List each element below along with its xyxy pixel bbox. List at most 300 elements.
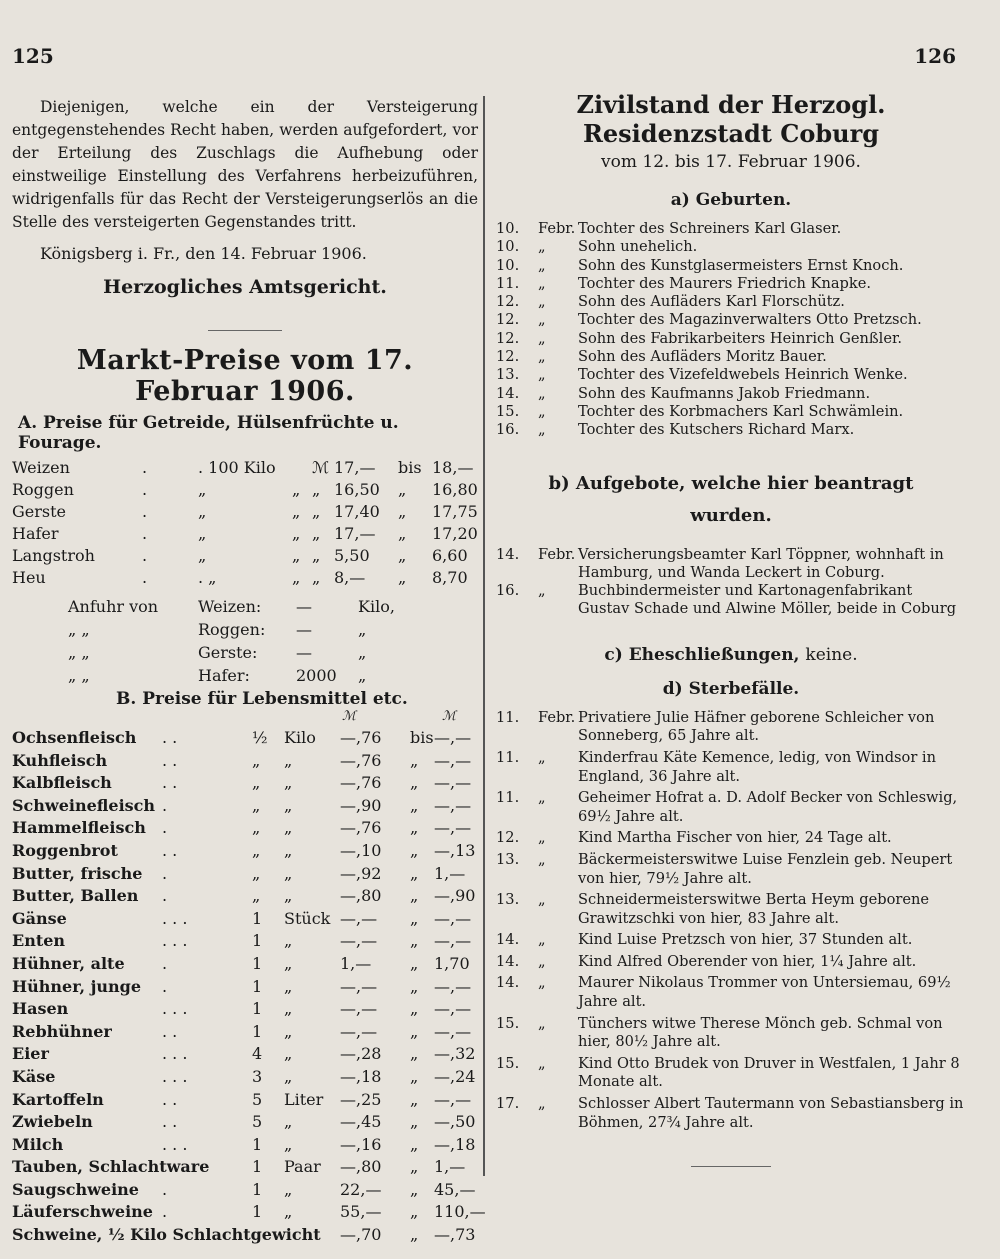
list-item [496,974,966,1011]
list-item [496,829,966,848]
grain-ditto1: „ [292,502,301,521]
food-sep: „ [410,1179,419,1199]
entry-day: 12. [496,829,520,847]
food-dots: . . . [162,931,188,951]
food-high: 1,70 [434,953,470,973]
food-low: —,— [340,931,378,951]
food-high: —,— [434,976,472,996]
banns-heading-line1: b) Aufgebote, welche hier beantragt [548,472,914,494]
entry-text: Sohn unehelich. [578,238,698,256]
currency-header [12,709,478,727]
table-row [12,545,478,567]
grain-qty: „ [198,546,207,565]
supply-table [12,595,478,687]
entry-text: Kind Otto Brudek von Druver in Westfalen, 1 Jahr 8 Monate alt. [578,1054,960,1091]
list-item [496,275,966,293]
grain-cur: ℳ [312,458,330,477]
entry-month: „ [538,384,546,402]
table-row [12,1224,478,1247]
food-sep: „ [410,931,419,951]
food-name: Hühner, alte [12,953,125,973]
food-high: —,— [434,1089,472,1109]
entry-text: Sohn des Aufläders Karl Florschütz. [578,293,845,311]
entry-day: 14. [496,952,520,970]
food-qty: 4 [252,1044,263,1064]
table-row [12,908,478,931]
food-dots: . [162,976,168,996]
food-sep: „ [410,976,419,996]
entry-day: 14. [496,974,520,992]
food-high: —,— [434,750,472,770]
table-row [12,795,478,818]
food-low: 22,— [340,1179,382,1199]
food-name: Läuferschweine [12,1202,153,1222]
food-low: —,45 [340,1112,382,1132]
entry-day: 12. [496,293,520,311]
notice-signature: Herzogliches Amtsgericht. [103,276,387,298]
grain-sep: „ [398,524,407,543]
grain-sep: „ [398,568,407,587]
entry-day: 11. [496,748,520,766]
entry-month: „ [538,789,546,807]
food-sep: „ [410,953,419,973]
entry-text: Sohn des Kaufmanns Jakob Friedmann. [578,384,871,402]
table-row [12,953,478,976]
food-sep: bis [410,728,434,747]
grain-high: 16,80 [432,480,478,499]
food-qty: „ [252,795,261,815]
food-name: Hammelfleisch [12,818,146,838]
grain-sep: „ [398,546,407,565]
food-name: Kartoffeln [12,1089,104,1109]
entry-month: „ [538,891,546,909]
food-qty: 1 [252,1134,263,1154]
grain-dots: . [142,502,148,521]
food-high: 45,— [434,1179,476,1199]
list-item [496,311,966,329]
births-heading: a) Geburten. [670,190,792,210]
food-low: 55,— [340,1202,382,1222]
entry-text: Tochter des Kutschers Richard Marx. [578,421,855,439]
list-item [496,403,966,421]
table-row [12,976,478,999]
food-unit: Stück [284,908,331,928]
food-low: —,— [340,908,378,928]
entry-day: 10. [496,238,520,256]
entry-month: „ [538,366,546,384]
food-unit: „ [284,1179,293,1199]
grain-dots: . [142,458,148,477]
food-sep: „ [410,1066,419,1086]
grain-ditto1: „ [292,480,301,499]
food-name: Saugschweine [12,1179,139,1199]
left-column [12,96,486,1247]
supply-grain: Weizen: [198,597,262,616]
food-sep: „ [410,773,419,793]
food-high: 110,— [434,1202,486,1222]
food-low: —,76 [340,728,382,747]
table-row [12,1021,478,1044]
food-name: Kuhfleisch [12,750,108,770]
food-sep: „ [410,1134,419,1154]
list-item [496,238,966,256]
food-qty: 1 [252,1179,263,1199]
entry-month: „ [538,238,546,256]
grain-sep: „ [398,480,407,499]
grain-cur: „ [312,480,321,499]
end-rule [691,1166,771,1167]
food-high: —,13 [434,840,476,860]
grain-high: 18,— [432,458,474,477]
grain-name: Weizen [12,458,70,477]
entry-text: Schneidermeisterswitwe Berta Heym geborene Grawitzschki von hier, 83 Jahre alt. [578,891,929,927]
entry-text: Tochter des Schreiners Karl Glaser. [578,220,842,237]
grain-low: 16,50 [334,480,380,499]
food-dots: . [162,795,168,815]
grain-low: 17,— [334,458,376,477]
food-dots: . . [162,773,178,793]
list-item [496,366,966,384]
entry-day: 16. [496,421,520,439]
civil-register-title: Zivilstand der Herzogl. Residenzstadt Coburg [576,90,886,148]
food-high: —,24 [434,1066,476,1086]
food-dots: . . . [162,1066,188,1086]
food-high: 1,— [434,1157,466,1177]
grain-name: Langstroh [12,546,95,565]
grain-price-table [12,457,478,589]
entry-text: Kind Alfred Oberender von hier, 1¼ Jahre alt. [578,952,917,970]
list-item [496,421,966,439]
entry-month: „ [538,1014,546,1032]
food-sep: „ [410,818,419,838]
food-low: —,90 [340,795,382,815]
grain-low: 8,— [334,568,366,587]
food-high: 1,— [434,863,466,883]
grain-sep: „ [398,502,407,521]
food-sep: „ [410,1202,419,1222]
grain-sep: bis [398,458,422,477]
entry-text: Schlosser Albert Tautermann von Sebastiansberg in Böhmen, 27¾ Jahre alt. [578,1095,964,1131]
births-list [496,220,966,440]
food-high: —,— [434,1021,472,1041]
table-row [12,1134,478,1157]
entry-month: „ [538,829,546,847]
grain-high: 8,70 [432,568,468,587]
entry-day: 11. [496,708,520,726]
list-item [496,1015,966,1052]
entry-day: 15. [496,1014,520,1032]
food-name: Rebhühner [12,1021,112,1041]
food-dots: . . [162,728,178,747]
supply-label: „ „ [68,620,90,639]
entry-day: 15. [496,402,520,420]
grain-ditto1: „ [292,546,301,565]
food-dots: . [162,886,168,906]
supply-row [12,595,478,618]
food-low: —,76 [340,773,382,793]
currency-mark-low: ℳ [342,709,356,724]
right-column [496,90,966,1167]
table-row [12,998,478,1021]
banns-heading [496,468,966,532]
grain-low: 17,— [334,524,376,543]
entry-month: „ [538,256,546,274]
column-divider [483,96,485,1176]
food-qty: „ [252,818,261,838]
food-sep: „ [410,999,419,1019]
food-high: —,— [434,908,472,928]
food-sep: „ [410,863,419,883]
entry-day: 17. [496,1095,520,1113]
food-unit: „ [284,773,293,793]
food-high: —,— [434,999,472,1019]
grain-qty: . 100 Kilo [198,458,276,477]
entry-month: „ [538,952,546,970]
table-row [12,1043,478,1066]
food-dots: . [162,953,168,973]
entry-day: 12. [496,311,520,329]
food-name: Hasen [12,999,69,1019]
entry-day: 15. [496,1054,520,1072]
grain-dots: . [142,524,148,543]
entry-month: „ [538,582,546,600]
food-low: —,80 [340,886,382,906]
grain-name: Heu [12,568,46,587]
table-row [12,750,478,773]
auction-notice: Diejenigen, welche ein der Versteigerung entgegenstehendes Recht haben, werden aufgefordert, vor der Erteilung des Zuschlags die Aufhebung oder einstweilige Einstellung des Verfahrens herbeizuführen, widrigenfalls für das Recht der Versteigerungserlös an die Stelle des versteigerten Gegenstandes tritt. [12,98,478,231]
list-item [496,385,966,403]
entry-month: „ [538,274,546,292]
entry-day: 11. [496,274,520,292]
food-dots: . [162,863,168,883]
list-item [496,891,966,928]
price-separator: „ [410,1225,419,1245]
entry-text: Tochter des Vizefeldwebels Heinrich Wenke. [578,366,908,384]
entry-text: Privatiere Julie Häfner geborene Schleicher von Sonneberg, 65 Jahre alt. [578,708,935,745]
food-low: —,— [340,999,378,1019]
entry-month: „ [538,748,546,766]
entry-month: „ [538,1054,546,1072]
entry-day: 12. [496,348,520,366]
food-unit: „ [284,750,293,770]
entry-text: Bäckermeisterswitwe Luise Fenzlein geb. Neupert von hier, 79½ Jahre alt. [578,850,953,887]
entry-month: Febr. [538,220,576,237]
food-price-table [12,727,486,1224]
food-qty: 1 [252,976,263,996]
table-row [12,567,478,589]
food-dots: . [162,818,168,838]
grain-qty: „ [198,524,207,543]
food-qty: 3 [252,1066,263,1086]
entry-text: Tünchers witwe Therese Mönch geb. Schmal von hier, 80½ Jahre alt. [578,1014,943,1051]
food-qty: „ [252,773,261,793]
supply-grain: Hafer: [198,666,250,685]
food-sep: „ [410,750,419,770]
entry-month: „ [538,402,546,420]
supply-amount: — [296,620,312,639]
table-row [12,863,478,886]
food-unit: „ [284,886,293,906]
entry-text: Tochter des Korbmachers Karl Schwämlein. [578,402,904,420]
list-item [496,953,966,972]
supply-unit: Kilo, [358,597,395,616]
food-unit: „ [284,1202,293,1222]
entry-month: „ [538,974,546,992]
list-item [496,931,966,950]
grain-ditto1: „ [292,524,301,543]
food-unit: Paar [284,1157,321,1177]
food-low: —,76 [340,818,382,838]
food-sep: „ [410,795,419,815]
entry-text: Versicherungsbeamter Karl Töppner, wohnhaft in Hamburg, und Wanda Leckert in Coburg. [578,545,944,581]
food-qty: 1 [252,999,263,1019]
food-name: Roggenbrot [12,840,118,860]
grain-high: 17,20 [432,524,478,543]
supply-unit: „ [358,666,367,685]
list-item [496,220,966,238]
grain-cur: „ [312,568,321,587]
food-unit: „ [284,863,293,883]
food-dots: . . [162,840,178,860]
entry-month: „ [538,931,546,949]
section-b-heading: B. Preise für Lebensmittel etc. [116,689,408,709]
food-qty: 1 [252,931,263,951]
supply-label: „ „ [68,643,90,662]
entry-month: „ [538,293,546,311]
list-item [496,1055,966,1092]
food-unit: „ [284,953,293,973]
deaths-list [496,709,966,1132]
table-row [12,840,478,863]
food-high: —,— [434,773,472,793]
page-number-right: 126 [914,44,956,68]
food-low: —,80 [340,1157,382,1177]
grain-cur: „ [312,502,321,521]
currency-mark-high: ℳ [442,709,456,724]
food-unit: „ [284,1021,293,1041]
food-qty: 5 [252,1112,263,1132]
table-row [12,501,478,523]
supply-label: „ „ [68,666,90,685]
entry-text: Tochter des Maurers Friedrich Knapke. [578,274,872,292]
food-qty: 1 [252,1021,263,1041]
entry-day: 13. [496,366,520,384]
grain-low: 17,40 [334,502,380,521]
entry-month: „ [538,421,546,439]
entry-day: 13. [496,850,520,868]
food-name: Hühner, junge [12,976,142,996]
entry-day: 14. [496,384,520,402]
section-a-heading: A. Preise für Getreide, Hülsenfrüchte u. Fourage. [18,413,399,453]
food-name: Butter, Ballen [12,886,139,906]
grain-dots: . [142,568,148,587]
entry-day: 10. [496,220,520,237]
list-item [496,789,966,826]
food-unit: „ [284,999,293,1019]
list-item [496,851,966,888]
food-qty: 1 [252,953,263,973]
food-name: Enten [12,931,66,951]
food-name: Gänse [12,908,67,928]
food-unit: „ [284,1066,293,1086]
food-low: —,18 [340,1066,382,1086]
food-sep: „ [410,886,419,906]
food-name: Milch [12,1134,64,1154]
table-row [12,1179,478,1202]
entry-text: Tochter des Magazinverwalters Otto Pretzsch. [578,311,922,329]
food-name: Tauben, Schlachtware [12,1157,210,1177]
entry-text: Sohn des Aufläders Moritz Bauer. [578,348,827,366]
food-low: —,— [340,976,378,996]
list-item [496,546,966,583]
entry-day: 13. [496,891,520,909]
entry-month: „ [538,348,546,366]
food-dots: . . . [162,908,188,928]
table-row [12,1089,478,1112]
supply-grain: Gerste: [198,643,258,662]
table-row [12,1111,478,1134]
food-sep: „ [410,1044,419,1064]
food-high: —,90 [434,886,476,906]
entry-month: „ [538,1095,546,1113]
list-item [496,1095,966,1132]
entry-day: 10. [496,256,520,274]
list-item [496,749,966,786]
food-unit: „ [284,1134,293,1154]
food-unit: „ [284,840,293,860]
food-high: —,32 [434,1044,476,1064]
list-item [496,257,966,275]
entry-month: Febr. [538,708,576,726]
entry-text: Buchbindermeister und Kartonagenfabrikant Gustav Schade und Alwine Möller, beide in Coburg [578,582,957,618]
supply-amount: — [296,643,312,662]
grain-high: 17,75 [432,502,478,521]
grain-low: 5,50 [334,546,370,565]
grain-qty: „ [198,480,207,499]
entry-text: Kind Martha Fischer von hier, 24 Tage alt. [578,829,892,847]
food-unit: „ [284,1112,293,1132]
deaths-heading: d) Sterbefälle. [662,678,800,699]
entry-month: „ [538,850,546,868]
grain-qty: „ [198,502,207,521]
supply-row [12,618,478,641]
entry-day: 14. [496,545,520,563]
entry-text: Kinderfrau Käte Kemence, ledig, von Windsor in England, 36 Jahre alt. [578,748,937,785]
supply-row [12,641,478,664]
civil-register-subtitle: vom 12. bis 17. Februar 1906. [601,152,861,172]
supply-row [12,664,478,687]
food-high: —,50 [434,1112,476,1132]
grain-qty: . „ [198,568,217,587]
food-low: —,— [340,1021,378,1041]
grain-name: Hafer [12,524,59,543]
list-item [496,709,966,746]
banns-heading-line2: wurden. [690,504,772,526]
supply-amount: 2000 [296,666,337,685]
food-low: —,92 [340,863,382,883]
table-row [12,523,478,545]
food-low: —,10 [340,840,382,860]
page-number-left: 125 [12,44,54,68]
food-sep: „ [410,840,419,860]
food-qty: 1 [252,908,263,928]
item-name: Schweine, ½ Kilo Schlachtgewicht [12,1225,321,1245]
supply-amount: — [296,597,312,616]
food-qty: ½ [252,728,268,747]
entry-text: Maurer Nikolaus Trommer von Untersiemau, 69½ Jahre alt. [578,974,951,1011]
supply-unit: „ [358,620,367,639]
notice-dateline: Königsberg i. Fr., den 14. Februar 1906. [40,244,367,263]
